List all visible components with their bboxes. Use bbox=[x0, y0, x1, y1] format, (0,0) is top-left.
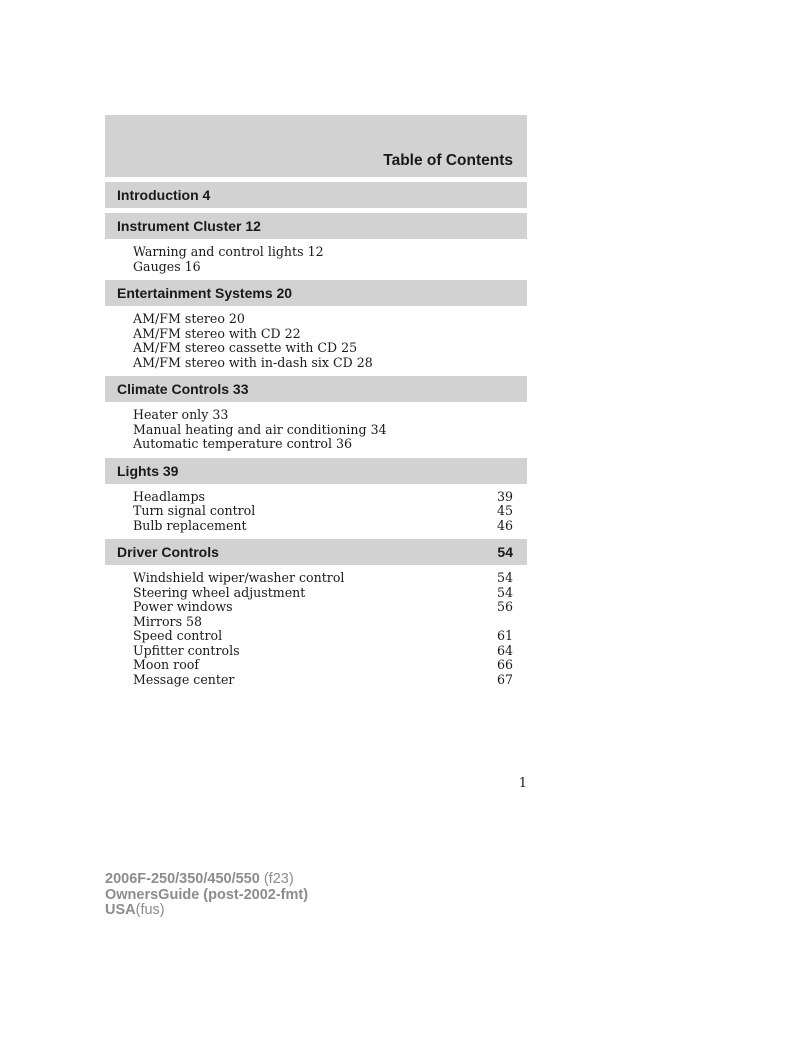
toc-entry bbox=[133, 586, 513, 601]
imprint-code: (f23) bbox=[259, 871, 294, 887]
section-label: Entertainment Systems 20 bbox=[117, 285, 293, 301]
toc-entry-text: AM/FM stereo cassette with CD 25 bbox=[133, 340, 358, 355]
imprint-country: USA bbox=[105, 902, 136, 918]
toc-entry-text: Turn signal control bbox=[133, 503, 256, 518]
toc-entry bbox=[133, 504, 513, 519]
section-items-entertainment-systems bbox=[133, 312, 527, 370]
toc-entry-page: 54 bbox=[496, 570, 513, 585]
imprint-line-2 bbox=[105, 888, 308, 904]
toc-entry-page: 54 bbox=[496, 584, 513, 600]
imprint-line-1 bbox=[105, 872, 308, 888]
toc-entry-text: Power windows bbox=[133, 599, 233, 614]
toc-entry-text: Bulb replacement bbox=[133, 517, 247, 533]
toc-entry-page: 45 bbox=[496, 503, 513, 518]
toc-entry bbox=[133, 312, 513, 327]
toc-entry-text: Upfitter controls bbox=[133, 642, 240, 658]
toc-entry-text: Gauges 16 bbox=[133, 258, 201, 274]
section-header-climate-controls bbox=[105, 376, 527, 402]
imprint-line-3 bbox=[105, 903, 308, 919]
section-items-climate-controls bbox=[133, 408, 527, 452]
toc-entry-text: Speed control bbox=[133, 628, 223, 643]
toc-entry bbox=[133, 600, 513, 615]
section-items-instrument-cluster bbox=[133, 245, 527, 274]
toc-entry bbox=[133, 327, 513, 342]
toc-entry bbox=[133, 260, 513, 275]
footer-imprint bbox=[105, 872, 308, 919]
section-label: Instrument Cluster 12 bbox=[117, 218, 261, 234]
toc-entry-page: 67 bbox=[496, 671, 513, 687]
toc-entry bbox=[133, 658, 513, 673]
toc-entry-text: Mirrors 58 bbox=[133, 613, 203, 629]
toc-entry-text: Warning and control lights 12 bbox=[133, 244, 324, 259]
section-label: Lights 39 bbox=[117, 462, 179, 479]
toc-entry-text: Heater only 33 bbox=[133, 407, 229, 422]
imprint-model: 2006F-250/350/450/550 bbox=[105, 871, 260, 887]
toc-entry-text: Windshield wiper/washer control bbox=[133, 570, 345, 585]
toc-entry-page: 61 bbox=[496, 628, 513, 643]
section-header-lights bbox=[105, 458, 527, 484]
toc-entry-text: Steering wheel adjustment bbox=[133, 584, 306, 600]
toc-entry bbox=[133, 245, 513, 260]
toc-entry-text: Headlamps bbox=[133, 488, 206, 504]
toc-entry bbox=[133, 519, 513, 534]
toc-entry bbox=[133, 644, 513, 659]
section-items-driver-controls bbox=[133, 571, 527, 687]
imprint-locale: (fus) bbox=[135, 902, 165, 918]
section-label: Driver Controls bbox=[117, 544, 219, 560]
toc-entry-page: 46 bbox=[496, 517, 513, 533]
section-header-driver-controls bbox=[105, 539, 527, 565]
toc-entry-text: Automatic temperature control 36 bbox=[133, 436, 353, 451]
table-of-contents bbox=[105, 115, 527, 693]
toc-entry bbox=[133, 571, 513, 586]
toc-entry-text: Moon roof bbox=[133, 657, 200, 672]
toc-entry-text: Manual heating and air conditioning 34 bbox=[133, 421, 387, 437]
page-title: Table of Contents bbox=[383, 152, 513, 169]
toc-entry bbox=[133, 615, 513, 630]
section-page: 54 bbox=[497, 544, 513, 560]
toc-header-box bbox=[105, 115, 527, 177]
toc-entry bbox=[133, 408, 513, 423]
toc-entry-page: 56 bbox=[496, 599, 513, 614]
toc-entry-text: AM/FM stereo with in-dash six CD 28 bbox=[133, 354, 373, 370]
page-number: 1 bbox=[518, 776, 527, 791]
toc-entry bbox=[133, 341, 513, 356]
toc-entry bbox=[133, 423, 513, 438]
section-label: Introduction 4 bbox=[117, 187, 211, 203]
section-header-entertainment-systems bbox=[105, 280, 527, 306]
toc-entry bbox=[133, 437, 513, 452]
toc-entry-page: 66 bbox=[496, 657, 513, 672]
toc-entry-page: 39 bbox=[496, 488, 513, 504]
imprint-guide: OwnersGuide (post-2002-fmt) bbox=[105, 886, 309, 903]
section-header-instrument-cluster bbox=[105, 213, 527, 239]
toc-entry bbox=[133, 629, 513, 644]
toc-entry-text: Message center bbox=[133, 671, 235, 687]
toc-entry-text: AM/FM stereo 20 bbox=[133, 311, 245, 326]
section-label: Climate Controls 33 bbox=[117, 381, 249, 397]
toc-entry-page: 64 bbox=[496, 642, 513, 658]
toc-entry-text: AM/FM stereo with CD 22 bbox=[133, 325, 301, 341]
toc-entry bbox=[133, 673, 513, 688]
section-header-introduction bbox=[105, 182, 527, 208]
section-items-lights bbox=[133, 490, 527, 534]
toc-entry bbox=[133, 490, 513, 505]
toc-entry bbox=[133, 356, 513, 371]
